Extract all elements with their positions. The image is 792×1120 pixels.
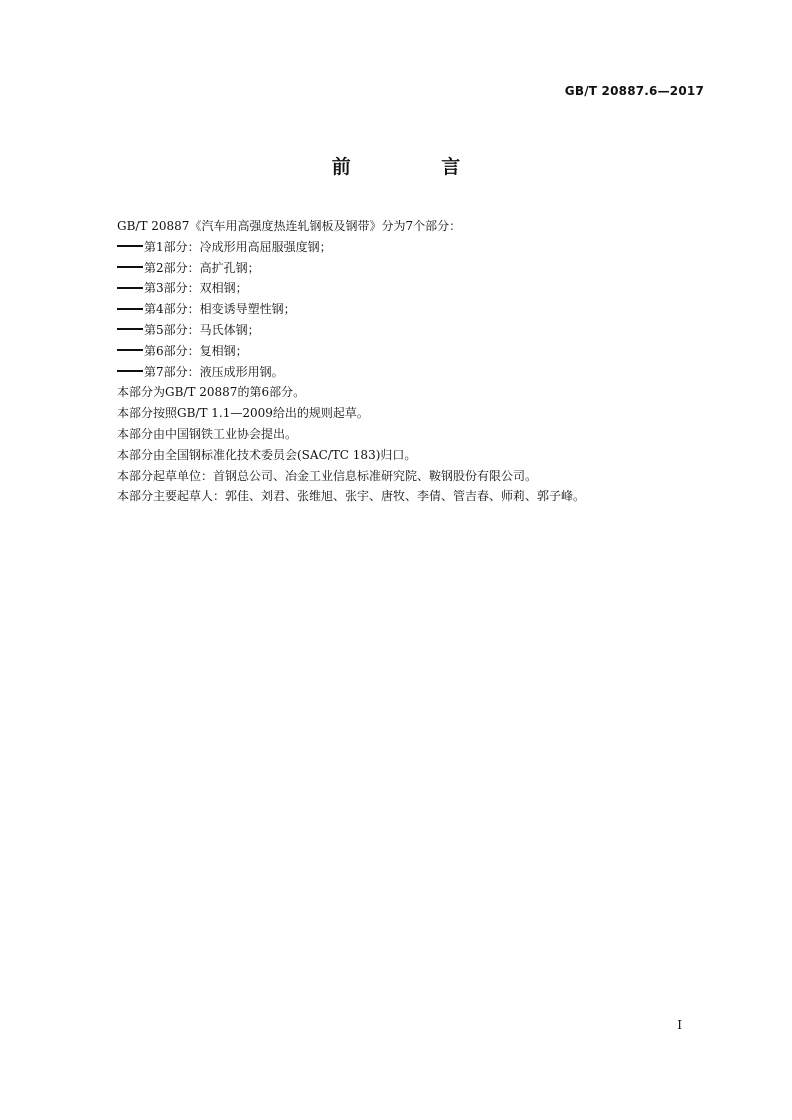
statement-paragraph: 本部分由全国钢标准化技术委员会(SAC/TC 183)归口。 — [117, 447, 417, 462]
em-dash-bullet — [117, 328, 143, 330]
page-number: I — [677, 1018, 682, 1032]
part-item — [117, 237, 717, 258]
em-dash-bullet — [117, 245, 143, 247]
part-item — [117, 278, 717, 299]
statement-paragraph: 本部分起草单位：首钢总公司、冶金工业信息标准研究院、鞍钢股份有限公司。 — [117, 468, 538, 483]
statement-paragraph: 本部分主要起草人：郭佳、刘君、张维旭、张宇、唐牧、李倩、管吉春、师莉、郭子峰。 — [117, 489, 586, 504]
part-item — [117, 299, 717, 320]
foreword-body — [117, 216, 717, 507]
part-item-text: 第5部分：马氏体钢； — [144, 322, 260, 337]
part-item — [117, 341, 717, 362]
part-item-text: 第4部分：相变诱导塑性钢； — [144, 302, 296, 317]
page-title: 前 言 — [331, 156, 503, 178]
part-item-text: 第2部分：高扩孔钢； — [144, 260, 260, 275]
part-item-text: 第3部分：双相钢； — [144, 281, 248, 296]
em-dash-bullet — [117, 349, 143, 351]
part-item-text: 第7部分：液压成形用钢。 — [144, 364, 284, 379]
statement-paragraph: 本部分按照GB/T 1.1—2009给出的规则起草。 — [117, 406, 369, 421]
part-item — [117, 320, 717, 341]
em-dash-bullet — [117, 287, 143, 289]
part-item-text: 第1部分：冷成形用高屈服强度钢； — [144, 239, 332, 254]
part-item — [117, 362, 717, 383]
em-dash-bullet — [117, 266, 143, 268]
standard-code-header: GB/T 20887.6—2017 — [564, 84, 704, 98]
statement-paragraph: 本部分由中国钢铁工业协会提出。 — [117, 426, 298, 441]
part-item-text: 第6部分：复相钢； — [144, 343, 248, 358]
part-item — [117, 258, 717, 279]
em-dash-bullet — [117, 308, 143, 310]
statement-paragraph: 本部分为GB/T 20887的第6部分。 — [117, 385, 306, 400]
em-dash-bullet — [117, 370, 143, 372]
intro-paragraph: GB/T 20887《汽车用高强度热连轧钢板及钢带》分为7个部分： — [117, 219, 462, 233]
